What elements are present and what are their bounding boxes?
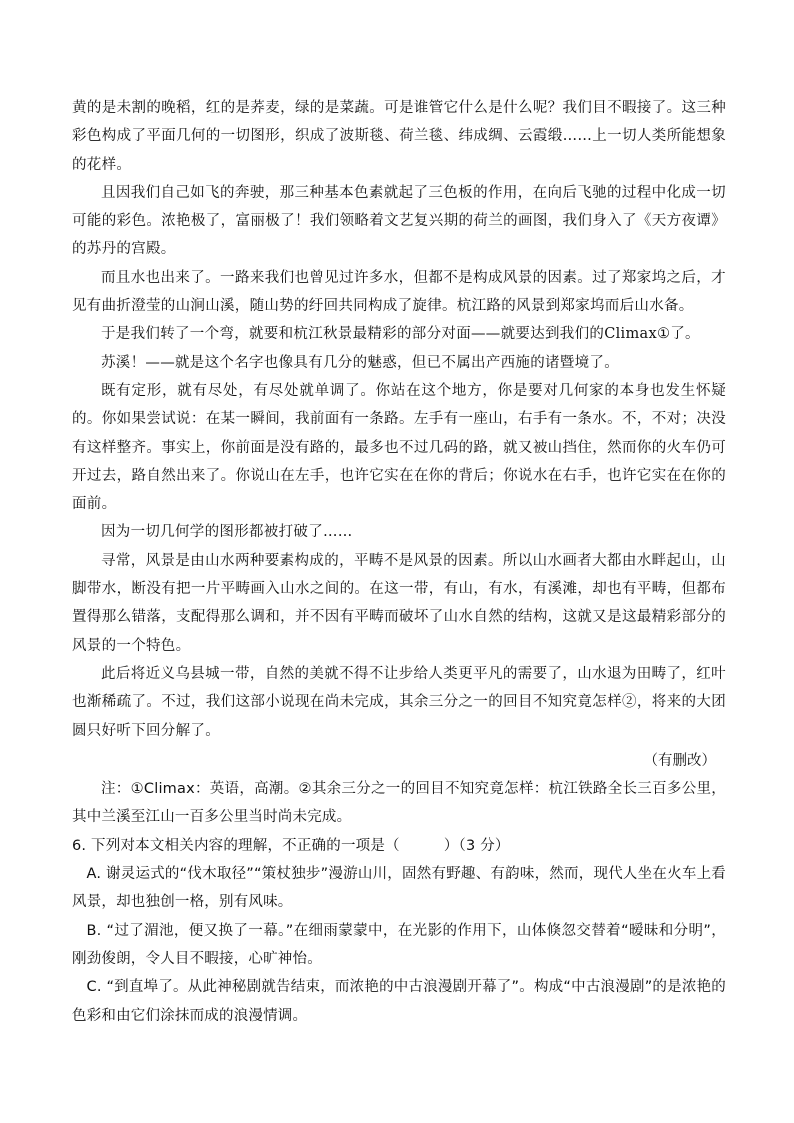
passage-paragraph-9: 此后将近义乌县城一带，自然的美就不得不让步给人类更平凡的需要了，山水退为田畴了，红叶也渐稀疏了。不过，我们这部小说现在尚未完成，其余三分之一的回目不知究竟怎样②，将来的大团圆只好听下回分解了。 xyxy=(72,665,726,739)
passage-paragraph-6: 既有定形，就有尽处，有尽处就单调了。你站在这个地方，你是要对几何家的本身也发生怀疑的。你如果尝试说：在某一瞬间，我前面有一条路。左手有一座山，右手有一条水。不，不对；决没有这样整齐。事实上，你前面是没有路的，最多也不过几码的路，就又被山挡住，然而你的火车仍可开过去，路自然出来了。你说山在左手，也许它实在在你的背后；你说水在右手，也许它实在在你的面前。 xyxy=(72,382,726,513)
option-c[interactable]: C. “到直埠了。从此神秘剧就告结束，而浓艳的中古浪漫剧开幕了”。构成“中古浪漫剧”的是浓艳的色彩和由它们涂抹而成的浪漫情调。 xyxy=(72,979,726,1024)
passage-paragraph-5: 苏溪！——就是这个名字也像具有几分的魅惑，但已不属出产西施的诸暨境了。 xyxy=(101,354,619,371)
question-6 xyxy=(72,832,726,1030)
exam-page xyxy=(72,94,726,1030)
passage-paragraph-4: 于是我们转了一个弯，就要和杭江秋景最精彩的部分对面——就要达到我们的Climax①了。 xyxy=(101,326,700,343)
option-b[interactable]: B. “过了湄池，便又换了一幕。”在细雨蒙蒙中，在光影的作用下，山体倏忽交替着“暧昧和分明”，刚劲俊朗，令人目不暇接，心旷神怡。 xyxy=(72,922,726,967)
question-stem: 6. 下列对本文相关内容的理解，不正确的一项是（ ）（3 分） xyxy=(72,837,510,854)
source-note: （有删改） xyxy=(643,752,716,769)
passage-paragraph-7: 因为一切几何学的图形都被打破了…… xyxy=(101,524,353,541)
passage-paragraph-2: 且因我们自己如飞的奔驶，那三种基本色素就起了三色板的作用，在向后飞驰的过程中化成一切可能的彩色。浓艳极了，富丽极了！我们领略着文艺复兴期的荷兰的画图，我们身入了《天方夜谭》的苏丹的宫殿。 xyxy=(72,184,726,258)
footnote: 注：①Climax：英语，高潮。②其余三分之一的回目不知究竟怎样：杭江铁路全长三百多公里，其中兰溪至江山一百多公里当时尚未完成。 xyxy=(72,781,726,826)
reading-passage xyxy=(72,94,726,775)
option-a[interactable]: A. 谢灵运式的“伐木取径”“策杖独步”漫游山川，固然有野趣、有韵味，然而，现代人坐在火车上看风景，却也独创一格，别有风味。 xyxy=(72,866,726,911)
passage-paragraph-8: 寻常，风景是由山水两种要素构成的，平畴不是风景的因素。所以山水画者大都由水畔起山，山脚带水，断没有把一片平畴画入山水之间的。在这一带，有山，有水，有溪滩，却也有平畴，但都布置得那么错落，支配得那么调和，并不因有平畴而破坏了山水自然的结构，这就又是这最精彩部分的风景的一个特色。 xyxy=(72,552,726,654)
passage-paragraph-1: 黄的是未割的晚稻，红的是荞麦，绿的是菜蔬。可是谁管它什么是什么呢？我们目不暇接了。这三种彩色构成了平面几何的一切图形，织成了波斯毯、荷兰毯、纬成绸、云霞缎……上一切人类所能想象的花样。 xyxy=(72,100,726,173)
passage-paragraph-3: 而且水也出来了。一路来我们也曾见过许多水，但都不是构成风景的因素。过了郑家坞之后，才见有曲折澄莹的山涧山溪，随山势的纡回共同构成了旋律。杭江路的风景到郑家坞而后山水备。 xyxy=(72,269,726,315)
